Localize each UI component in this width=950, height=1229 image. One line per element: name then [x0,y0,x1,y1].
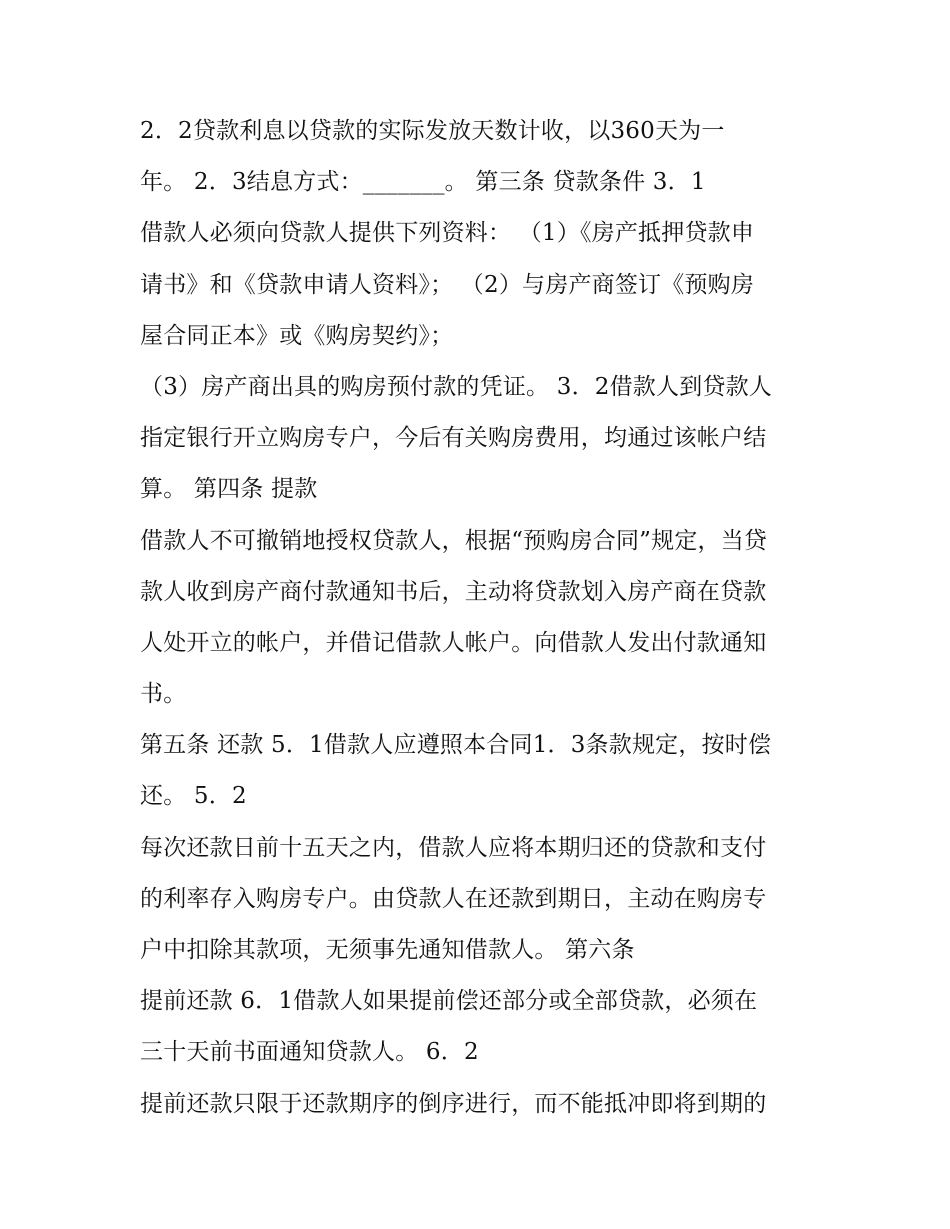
document-line: 书。 [140,681,187,708]
document-line: 指定银行开立购房专户，今后有关购房费用，均通过该帐户结 [140,425,767,452]
document-line: 借款人不可撤销地授权贷款人，根据“预购房合同”规定，当贷 [140,527,768,554]
document-line: （3）房产商出具的购房预付款的凭证。 3．2借款人到贷款人 [140,373,773,400]
document-line: 的利率存入购房专户。由贷款人在还款到期日，主动在购房专 [140,885,767,912]
document-line: 算。 第四条 提款 [140,476,318,503]
document-line: 请书》和《贷款申请人资料》； （2）与房产商签订《预购房 [140,271,755,298]
document-line: 人处开立的帐户，并借记借款人帐户。向借款人发出付款通知 [140,629,767,656]
document-line: 三十天前书面通知贷款人。 6．2 [140,1039,479,1066]
document-line: 提前还款 6．1借款人如果提前偿还部分或全部贷款，必须在 [140,988,758,1015]
document-line: 款人收到房产商付款通知书后，主动将贷款划入房产商在贷款 [140,578,767,605]
document-line: 屋合同正本》或《购房契约》； [140,322,454,349]
document-body [140,106,820,1130]
document-line: 第五条 还款 5．1借款人应遵照本合同1．3条款规定，按时偿 [140,732,772,759]
document-line: 年。 2．3结息方式：_______。 第三条 贷款条件 3．1 [140,169,706,196]
document-line: 还。 5．2 [140,783,247,810]
document-line: 提前还款只限于还款期序的倒序进行，而不能抵冲即将到期的 [140,1090,767,1117]
document-line: 户中扣除其款项，无须事先通知借款人。 第六条 [140,937,635,963]
document-line: 借款人必须向贷款人提供下列资料： （1）《房产抵押贷款申 [140,220,755,247]
document-line: 2．2贷款利息以贷款的实际发放天数计收，以360天为一 [140,118,725,144]
document-line: 每次还款日前十五天之内，借款人应将本期归还的贷款和支付 [140,834,767,861]
